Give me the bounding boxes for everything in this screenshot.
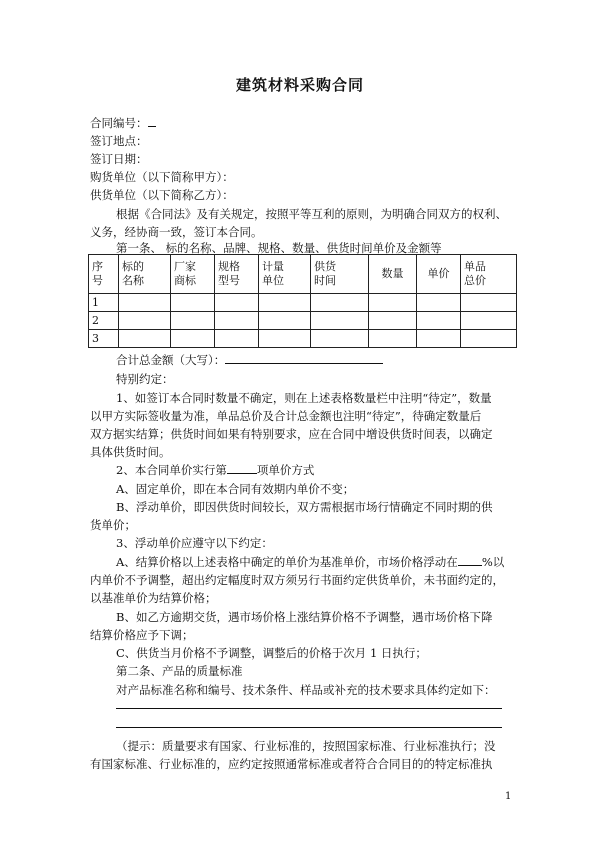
col-header-item-name: 标的 名称 <box>119 255 171 294</box>
table-cell[interactable] <box>417 330 461 348</box>
col-header-unit-price: 单价 <box>417 255 461 294</box>
table-header-row <box>89 255 517 294</box>
table-cell[interactable] <box>259 312 311 330</box>
seller-label: 供货单位（以下简称乙方）： <box>90 188 234 202</box>
row-index: 3 <box>89 330 119 348</box>
clause1-line-3: 双方据实结算；供货时间如果有特别要求，应在合同中增设供货时间表，以确定 <box>90 427 493 441</box>
table-row <box>89 312 517 330</box>
sign-place-label: 签订地点： <box>90 134 148 148</box>
col-header-manufacturer: 厂家 商标 <box>171 255 215 294</box>
table-cell[interactable] <box>311 294 369 312</box>
intro-line-1: 根据《合同法》及有关规定，按照平等互利的原则，为明确合同双方的权利、 <box>116 207 507 221</box>
table-cell[interactable] <box>369 312 417 330</box>
clause3-a-line-3: 以基准单价为结算价格； <box>90 591 217 605</box>
col-header-index: 序 号 <box>89 255 119 294</box>
fluctuation-percent-blank[interactable] <box>458 555 482 566</box>
clause3-b-line-1: B、如乙方逾期交货，遇市场价格上涨结算价格不予调整，遇市场价格下降 <box>116 610 493 624</box>
clause3-a-line-1: A、结算价格以上述表格中确定的单价为基准单价，市场价格浮动在 %以 <box>116 555 505 569</box>
table-cell[interactable] <box>369 330 417 348</box>
sign-date-label: 签订日期： <box>90 152 148 166</box>
table-cell[interactable] <box>369 294 417 312</box>
table-cell[interactable] <box>215 312 259 330</box>
contract-number-line <box>90 116 156 130</box>
table-cell[interactable] <box>461 312 517 330</box>
table-cell[interactable] <box>311 312 369 330</box>
page-number: 1 <box>505 791 512 802</box>
article1-heading: 第一条、 标的名称、品牌、规格、数量、供货时间单价及金额等 <box>116 241 442 255</box>
contract-number-blank[interactable] <box>148 116 156 127</box>
table-cell[interactable] <box>461 330 517 348</box>
table-cell[interactable] <box>259 294 311 312</box>
clause3-heading: 3、浮动单价应遵守以下约定： <box>116 536 273 550</box>
article2-heading: 第二条、产品的质量标准 <box>116 664 243 678</box>
clause3-a-line-2: 内单价不予调整，超出约定幅度时双方须另行书面约定供货单价，未书面约定的， <box>90 573 504 587</box>
hint-line-2: 有国家标准、行业标准的，应约定按照通常标准或者符合合同目的的特定标准执 <box>90 757 493 771</box>
special-terms-heading: 特别约定： <box>116 372 174 386</box>
document-title: 建筑材料采购合同 <box>235 76 364 94</box>
clause1-line-1: 1、如签订本合同时数量不确定，则在上述表格数量栏中注明“待定”，数量 <box>116 391 492 405</box>
col-header-supply-time: 供货 时间 <box>311 255 369 294</box>
buyer-label: 购货单位（以下简称甲方）： <box>90 170 234 184</box>
contract-number-label: 合同编号： <box>90 116 148 130</box>
table-row <box>89 330 517 348</box>
total-amount-line <box>116 353 383 367</box>
table-cell[interactable] <box>461 294 517 312</box>
clause2-option-b-line-1: B、浮动单价，即因供货时间较长，双方需根据市场行情确定不同时期的供 <box>116 500 493 514</box>
clause1-line-4: 具体供货时间。 <box>90 445 171 459</box>
col-header-unit: 计量 单位 <box>259 255 311 294</box>
table-cell[interactable] <box>119 330 171 348</box>
table-cell[interactable] <box>417 294 461 312</box>
price-method-blank[interactable] <box>227 463 257 474</box>
table-cell[interactable] <box>259 330 311 348</box>
table-row <box>89 294 517 312</box>
table-cell[interactable] <box>417 312 461 330</box>
clause1-line-2: 以甲方实际签收量为准，单品总价及合计总金额也注明“待定”，待确定数量后 <box>90 409 482 423</box>
table-cell[interactable] <box>311 330 369 348</box>
col-header-quantity: 数量 <box>369 255 417 294</box>
clause2-line: 2、本合同单价实行第 项单价方式 <box>116 463 315 477</box>
quality-standard-blank-2[interactable] <box>116 727 502 728</box>
goods-table <box>88 254 517 348</box>
clause3-b-line-2: 结算价格应予下调； <box>90 628 194 642</box>
clause2-option-a: A、固定单价，即在本合同有效期内单价不变； <box>116 482 355 496</box>
row-index: 2 <box>89 312 119 330</box>
table-cell[interactable] <box>171 312 215 330</box>
row-index: 1 <box>89 294 119 312</box>
intro-line-2: 义务，经协商一致，签订本合同。 <box>90 225 263 239</box>
table-cell[interactable] <box>119 294 171 312</box>
article2-line: 对产品标准名称和编号、技术条件、样品或补充的技术要求具体约定如下： <box>116 683 496 697</box>
table-cell[interactable] <box>215 330 259 348</box>
table-cell[interactable] <box>171 330 215 348</box>
clause3-c: C、供货当月价格不予调整，调整后的价格于次月 1 日执行； <box>116 646 427 660</box>
col-header-total-price: 单品 总价 <box>461 255 517 294</box>
table-cell[interactable] <box>119 312 171 330</box>
col-header-model: 规格 型号 <box>215 255 259 294</box>
total-amount-blank[interactable] <box>225 353 383 364</box>
clause2-option-b-line-2: 货单价； <box>90 518 136 532</box>
hint-line-1: （提示：质量要求有国家、行业标准的，按照国家标准、行业标准执行；没 <box>116 739 496 753</box>
total-amount-label: 合计总金额（大写）： <box>116 353 226 367</box>
table-cell[interactable] <box>215 294 259 312</box>
table-cell[interactable] <box>171 294 215 312</box>
quality-standard-blank-1[interactable] <box>116 708 502 709</box>
